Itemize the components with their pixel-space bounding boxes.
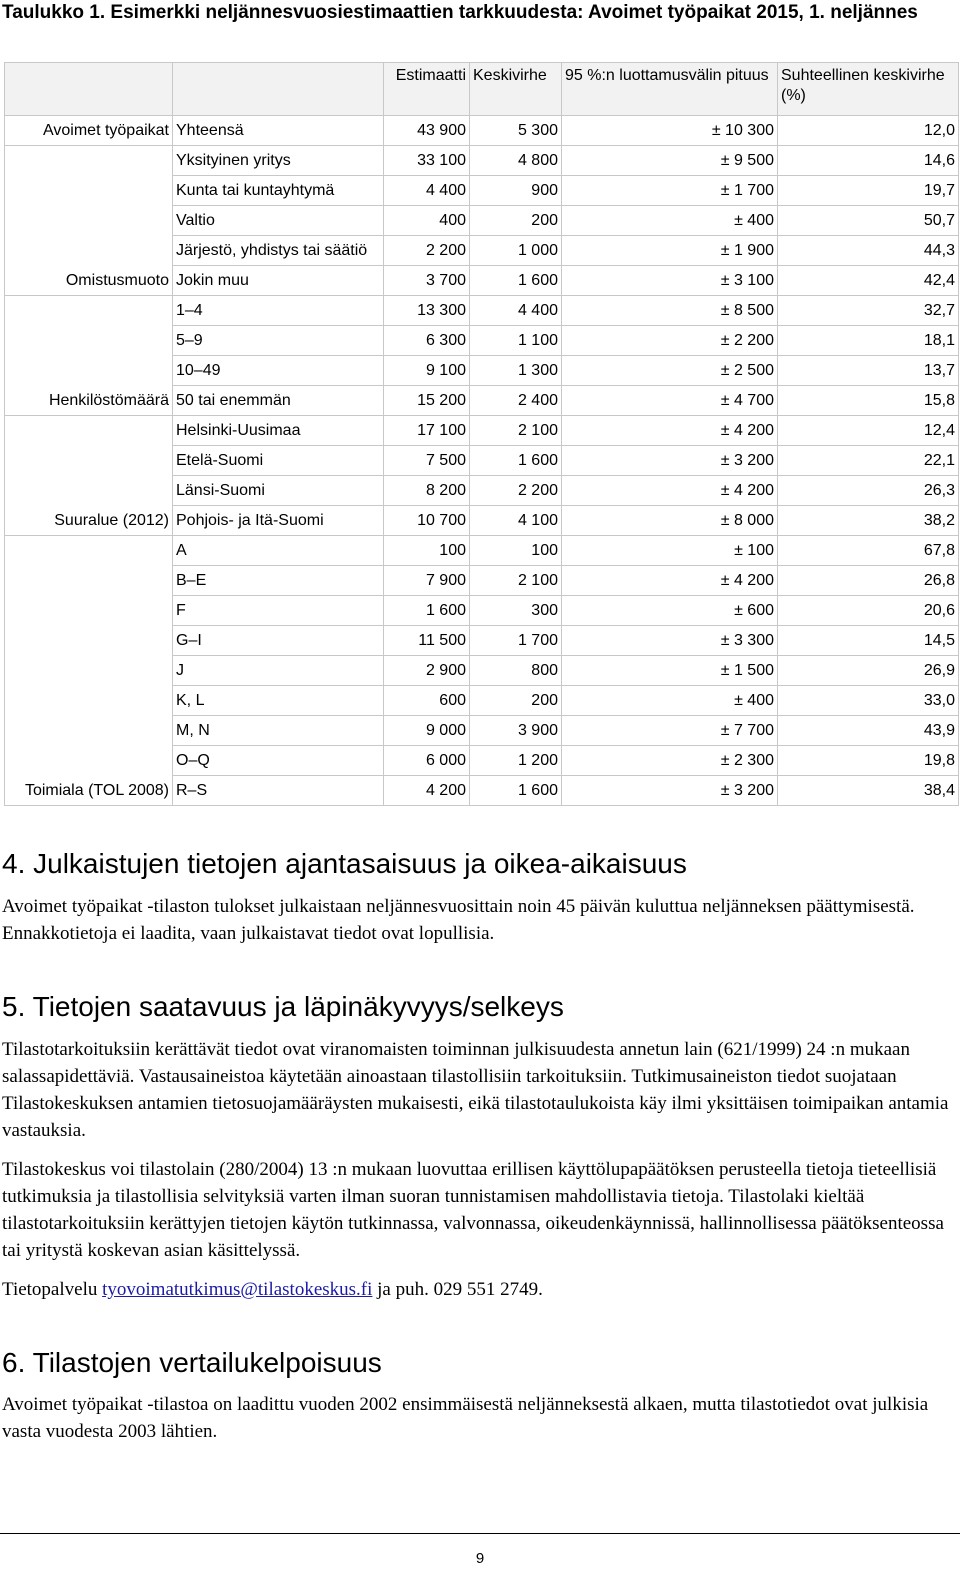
cell-category: Yksityinen yritys	[173, 146, 384, 176]
cell-estimate: 7 500	[384, 446, 470, 476]
cell-rel-error: 18,1	[778, 326, 959, 356]
cell-std-error: 300	[470, 596, 562, 626]
cell-ci-length: ± 9 500	[562, 146, 778, 176]
cell-rel-error: 26,8	[778, 566, 959, 596]
cell-ci-length: ± 4 200	[562, 566, 778, 596]
cell-std-error: 100	[470, 536, 562, 566]
cell-rel-error: 32,7	[778, 296, 959, 326]
cell-category: 10–49	[173, 356, 384, 386]
table-caption: Taulukko 1. Esimerkki neljännesvuosiestimaattien tarkkuudesta: Avoimet työpaikat 2015, 1. neljännes	[2, 2, 918, 23]
cell-category: Kunta tai kuntayhtymä	[173, 176, 384, 206]
cell-rel-error: 44,3	[778, 236, 959, 266]
cell-estimate: 4 200	[384, 776, 470, 806]
cell-category: M, N	[173, 716, 384, 746]
table-row	[5, 146, 959, 176]
cell-category: Yhteensä	[173, 116, 384, 146]
cell-estimate: 600	[384, 686, 470, 716]
cell-rel-error: 20,6	[778, 596, 959, 626]
cell-rel-error: 42,4	[778, 266, 959, 296]
cell-estimate: 100	[384, 536, 470, 566]
section-6-text: Avoimet työpaikat -tilastoa on laadittu vuoden 2002 ensimmäisestä neljänneksestä alkaen, mutta tilastotiedot ovat julkisia vasta vuodesta 2003 lähtien.	[2, 1394, 929, 1442]
cell-ci-length: ± 7 700	[562, 716, 778, 746]
cell-std-error: 4 100	[470, 506, 562, 536]
section-5-paragraph-2: Tilastokeskus voi tilastolain (280/2004) 13 :n mukaan luovuttaa erillisen käyttölupapäätöksen perusteella tietoja tieteellisiä tutkimuksia ja tilastollisia selvityksiä varten ilman suoran tunnistamisen mahdollistavia tietoja. Tilastolaki kieltää tilastotarkoituksiin kerättyjen tietojen käytön tutkinnassa, valvonnassa, oikeudenkäynnissä, hallinnollisessa päätöksenteossa tai yritystä koskevan asian käsittelyssä.	[2, 1159, 944, 1261]
cell-estimate: 6 300	[384, 326, 470, 356]
cell-ci-length: ± 4 200	[562, 476, 778, 506]
cell-rel-error: 33,0	[778, 686, 959, 716]
cell-std-error: 1 600	[470, 266, 562, 296]
cell-ci-length: ± 100	[562, 536, 778, 566]
cell-std-error: 2 100	[470, 416, 562, 446]
cell-estimate: 13 300	[384, 296, 470, 326]
section-4-text: Avoimet työpaikat -tilaston tulokset julkaistaan neljännesvuosittain noin 45 päivän kuluttua neljänneksen päättymisestä. Ennakkotietoja ei laadita, vaan julkaistavat tiedot ovat lopullisia.	[2, 896, 915, 944]
cell-ci-length: ± 2 300	[562, 746, 778, 776]
header-ci-length: 95 %:n luottamusvälin pituus	[562, 63, 778, 116]
table-row	[5, 536, 959, 566]
cell-estimate: 15 200	[384, 386, 470, 416]
section-6-heading: 6. Tilastojen vertailukelpoisuus	[2, 1347, 382, 1378]
page-number: 9	[475, 1550, 485, 1567]
cell-estimate: 9 100	[384, 356, 470, 386]
cell-estimate: 6 000	[384, 746, 470, 776]
cell-estimate: 2 200	[384, 236, 470, 266]
cell-std-error: 2 100	[470, 566, 562, 596]
email-link[interactable]: tyovoimatutkimus@tilastokeskus.fi	[102, 1279, 373, 1300]
cell-rel-error: 19,8	[778, 746, 959, 776]
cell-ci-length: ± 400	[562, 206, 778, 236]
cell-ci-length: ± 2 200	[562, 326, 778, 356]
cell-estimate: 11 500	[384, 626, 470, 656]
cell-std-error: 200	[470, 686, 562, 716]
cell-std-error: 3 900	[470, 716, 562, 746]
info-service-label: Tietopalvelu	[2, 1279, 98, 1300]
cell-estimate: 1 600	[384, 596, 470, 626]
section-5-paragraph-3	[2, 1276, 958, 1303]
header-rel-error: Suhteellinen keskivirhe (%)	[778, 63, 959, 116]
cell-std-error: 4 400	[470, 296, 562, 326]
cell-category: 5–9	[173, 326, 384, 356]
cell-category: K, L	[173, 686, 384, 716]
group-label: Toimiala (TOL 2008)	[5, 536, 173, 806]
cell-std-error: 900	[470, 176, 562, 206]
section-5-heading: 5. Tietojen saatavuus ja läpinäkyvyys/selkeys	[2, 991, 564, 1022]
cell-estimate: 43 900	[384, 116, 470, 146]
cell-std-error: 1 600	[470, 776, 562, 806]
table-header-row	[5, 63, 959, 116]
cell-rel-error: 13,7	[778, 356, 959, 386]
group-label: Suuralue (2012)	[5, 416, 173, 536]
cell-ci-length: ± 10 300	[562, 116, 778, 146]
group-label: Henkilöstömäärä	[5, 296, 173, 416]
cell-estimate: 10 700	[384, 506, 470, 536]
cell-rel-error: 38,4	[778, 776, 959, 806]
estimates-table	[4, 62, 959, 806]
cell-category: Etelä-Suomi	[173, 446, 384, 476]
cell-std-error: 1 700	[470, 626, 562, 656]
cell-rel-error: 26,9	[778, 656, 959, 686]
cell-estimate: 9 000	[384, 716, 470, 746]
group-label: Omistusmuoto	[5, 146, 173, 296]
section-5-paragraph-1: Tilastotarkoituksiin kerättävät tiedot ovat viranomaisten toiminnan julkisuudesta annetun lain (621/1999) 24 :n mukaan salassapidettäviä. Vastausaineistoa käytetään ainoastaan tilastollisiin tarkoituksiin. Tutkimusaineiston tiedot suojataan Tilastokeskuksen antamien tietosuojamääräysten mukaisesti, eikä tilastotaulukoista käy ilmi yksittäisen toimipaikan antamia vastauksia.	[2, 1039, 949, 1141]
cell-category: 1–4	[173, 296, 384, 326]
cell-rel-error: 50,7	[778, 206, 959, 236]
cell-ci-length: ± 1 700	[562, 176, 778, 206]
cell-std-error: 1 300	[470, 356, 562, 386]
cell-ci-length: ± 2 500	[562, 356, 778, 386]
cell-estimate: 8 200	[384, 476, 470, 506]
cell-category: 50 tai enemmän	[173, 386, 384, 416]
cell-ci-length: ± 3 200	[562, 446, 778, 476]
cell-ci-length: ± 4 700	[562, 386, 778, 416]
cell-category: Järjestö, yhdistys tai säätiö	[173, 236, 384, 266]
table-row	[5, 296, 959, 326]
header-std-error: Keskivirhe	[470, 63, 562, 116]
cell-rel-error: 19,7	[778, 176, 959, 206]
group-label: Avoimet työpaikat	[5, 116, 173, 146]
cell-rel-error: 43,9	[778, 716, 959, 746]
cell-ci-length: ± 4 200	[562, 416, 778, 446]
cell-rel-error: 12,4	[778, 416, 959, 446]
cell-rel-error: 38,2	[778, 506, 959, 536]
cell-category: A	[173, 536, 384, 566]
cell-rel-error: 15,8	[778, 386, 959, 416]
cell-std-error: 1 000	[470, 236, 562, 266]
cell-rel-error: 67,8	[778, 536, 959, 566]
cell-ci-length: ± 400	[562, 686, 778, 716]
cell-std-error: 1 100	[470, 326, 562, 356]
cell-estimate: 4 400	[384, 176, 470, 206]
cell-std-error: 5 300	[470, 116, 562, 146]
cell-category: B–E	[173, 566, 384, 596]
cell-category: Valtio	[173, 206, 384, 236]
cell-ci-length: ± 3 200	[562, 776, 778, 806]
cell-rel-error: 14,5	[778, 626, 959, 656]
cell-ci-length: ± 1 900	[562, 236, 778, 266]
cell-category: R–S	[173, 776, 384, 806]
cell-category: Helsinki-Uusimaa	[173, 416, 384, 446]
cell-category: O–Q	[173, 746, 384, 776]
table-row	[5, 416, 959, 446]
header-empty-category	[173, 63, 384, 116]
cell-rel-error: 14,6	[778, 146, 959, 176]
footer-divider	[0, 1533, 960, 1534]
cell-estimate: 7 900	[384, 566, 470, 596]
cell-ci-length: ± 3 100	[562, 266, 778, 296]
header-estimate: Estimaatti	[384, 63, 470, 116]
cell-std-error: 4 800	[470, 146, 562, 176]
cell-estimate: 3 700	[384, 266, 470, 296]
cell-std-error: 2 400	[470, 386, 562, 416]
cell-estimate: 33 100	[384, 146, 470, 176]
cell-category: Jokin muu	[173, 266, 384, 296]
cell-std-error: 1 600	[470, 446, 562, 476]
table-body	[5, 116, 959, 806]
section-4-heading: 4. Julkaistujen tietojen ajantasaisuus ja oikea-aikaisuus	[2, 848, 687, 879]
cell-std-error: 800	[470, 656, 562, 686]
header-empty-group	[5, 63, 173, 116]
cell-ci-length: ± 8 000	[562, 506, 778, 536]
cell-std-error: 2 200	[470, 476, 562, 506]
cell-std-error: 200	[470, 206, 562, 236]
cell-ci-length: ± 8 500	[562, 296, 778, 326]
cell-category: G–I	[173, 626, 384, 656]
cell-rel-error: 22,1	[778, 446, 959, 476]
cell-rel-error: 26,3	[778, 476, 959, 506]
cell-std-error: 1 200	[470, 746, 562, 776]
phone-text: ja puh. 029 551 2749.	[377, 1279, 543, 1300]
table-row	[5, 116, 959, 146]
cell-category: F	[173, 596, 384, 626]
cell-category: J	[173, 656, 384, 686]
cell-ci-length: ± 1 500	[562, 656, 778, 686]
cell-ci-length: ± 3 300	[562, 626, 778, 656]
cell-estimate: 400	[384, 206, 470, 236]
cell-estimate: 2 900	[384, 656, 470, 686]
cell-rel-error: 12,0	[778, 116, 959, 146]
cell-estimate: 17 100	[384, 416, 470, 446]
cell-category: Länsi-Suomi	[173, 476, 384, 506]
cell-ci-length: ± 600	[562, 596, 778, 626]
cell-category: Pohjois- ja Itä-Suomi	[173, 506, 384, 536]
